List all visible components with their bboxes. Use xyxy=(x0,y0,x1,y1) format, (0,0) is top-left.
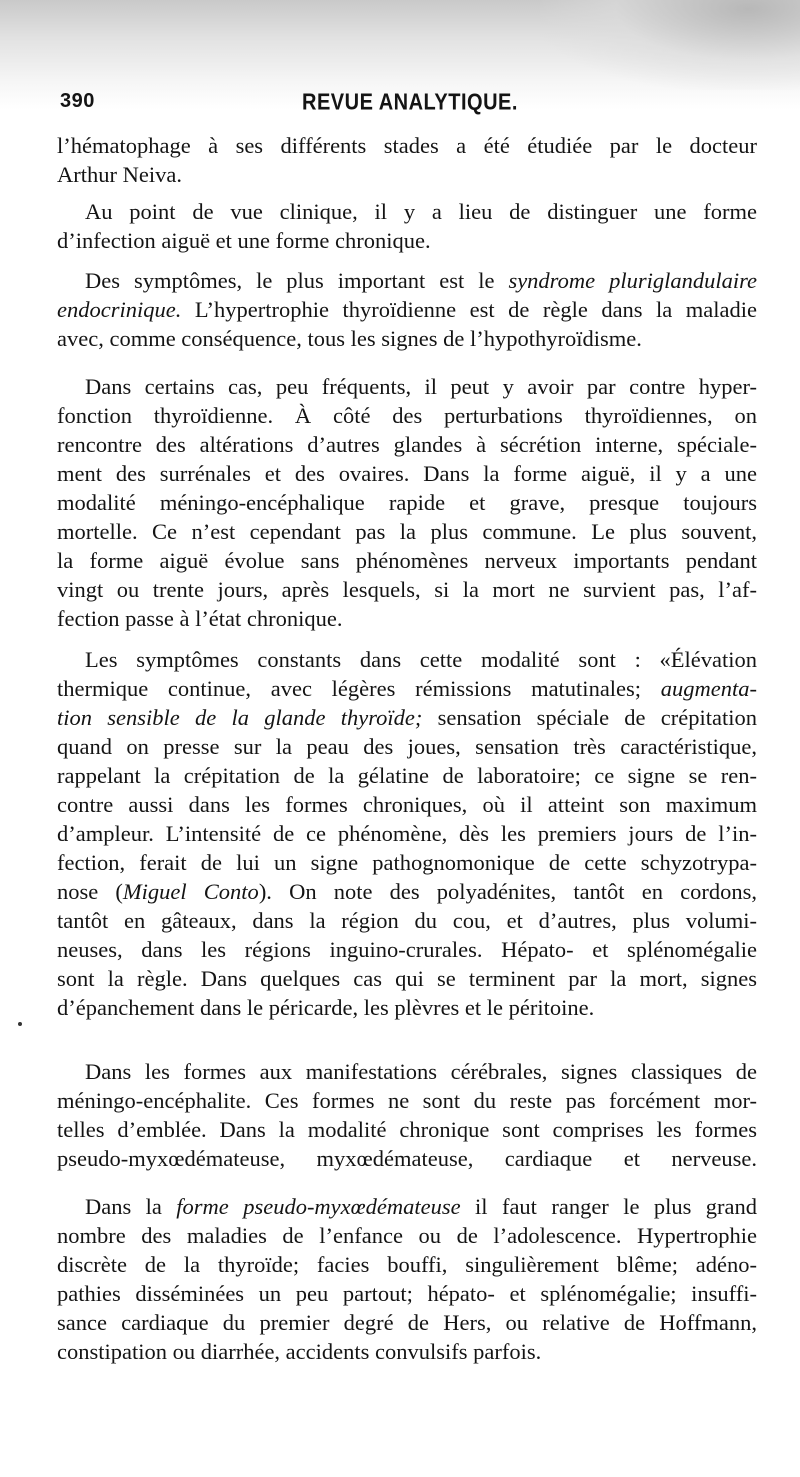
italic-term: augmenta- xyxy=(660,676,757,701)
text-line: fonction thyroïdienne. À côté des perturbations thyroïdiennes, on xyxy=(57,403,757,428)
text-line: fection, ferait de lui un signe pathognomonique de cette schyzotrypa- xyxy=(57,850,757,875)
text-line: d’infection aiguë et une forme chronique. xyxy=(57,228,431,253)
text-line xyxy=(57,266,757,295)
page-number: 390 xyxy=(60,90,95,112)
text-line: sont la règle. Dans quelques cas qui se terminent par la mort, signes xyxy=(57,966,757,991)
italic-term: forme pseudo-myxœdémateuse xyxy=(176,1194,461,1219)
page-corner-shading xyxy=(540,0,800,90)
text-run: sensation spéciale de crépitation xyxy=(422,705,757,730)
text-line: Les symptômes constants dans cette modalité sont : «Élévation xyxy=(85,647,757,672)
text-run: L’hypertrophie thyroïdienne est de règle dans la maladie xyxy=(181,297,757,322)
paragraph-3 xyxy=(57,266,757,353)
text-line xyxy=(57,1192,757,1221)
text-line: constipation ou diarrhée, accidents convulsifs parfois. xyxy=(57,1339,542,1364)
text-line: quand on presse sur la peau des joues, sensation très caractéristique, xyxy=(57,734,757,759)
italic-term: syndrome pluriglandulaire xyxy=(508,268,757,293)
text-line: discrète de la thyroïde; facies bouffi, singulièrement blême; adéno- xyxy=(57,1252,757,1277)
text-line: Dans certains cas, peu fréquents, il peut y avoir par contre hyper- xyxy=(85,374,757,399)
text-line: contre aussi dans les formes chroniques, où il atteint son maximum xyxy=(57,792,757,817)
text-run: ). On note des polyadénites, tantôt en cordons, xyxy=(258,879,757,904)
italic-term: Miguel Conto xyxy=(122,879,259,904)
text-run: nose ( xyxy=(57,879,123,904)
text-line: mortelle. Ce n’est cependant pas la plus commune. Le plus souvent, xyxy=(57,519,757,544)
text-line xyxy=(57,295,757,324)
text-line: Au point de vue clinique, il y a lieu de distinguer une forme xyxy=(85,199,757,224)
text-run: thermique continue, avec légères rémissions matutinales; xyxy=(57,676,661,701)
text-run: Des symptômes, le plus important est le xyxy=(85,268,509,293)
paragraph-7 xyxy=(57,1192,757,1366)
paragraph-1 xyxy=(57,131,757,189)
text-line: d’ampleur. L’intensité de ce phénomène, dès les premiers jours de l’in- xyxy=(57,821,757,846)
text-line xyxy=(57,674,757,703)
text-line: tantôt en gâteaux, dans la région du cou, et d’autres, plus volumi- xyxy=(57,908,757,933)
text-line: méningo-encéphalite. Ces formes ne sont du reste pas forcément mor- xyxy=(57,1088,757,1113)
paragraph-6 xyxy=(57,1057,757,1173)
text-line xyxy=(57,703,757,732)
header-title: REVUE ANALYTIQUE. xyxy=(302,90,518,116)
text-line: d’épanchement dans le péricarde, les plèvres et le péritoine. xyxy=(57,995,595,1020)
text-line: ment des surrénales et des ovaires. Dans la forme aiguë, il y a une xyxy=(57,461,757,486)
text-line: fection passe à l’état chronique. xyxy=(57,606,343,631)
text-line: pseudo-myxœdémateuse, myxœdémateuse, cardiaque et nerveuse. xyxy=(57,1146,757,1171)
text-line: rappelant la crépitation de la gélatine de laboratoire; ce signe se ren- xyxy=(57,763,757,788)
italic-term: endocrinique. xyxy=(57,297,182,322)
text-line: telles d’emblée. Dans la modalité chronique sont comprises les formes xyxy=(57,1117,757,1142)
text-run: il faut ranger le plus grand xyxy=(460,1194,757,1219)
text-line: l’hématophage à ses différents stades a été étudiée par le docteur xyxy=(57,133,757,158)
margin-dot xyxy=(18,1022,22,1026)
text-line: vingt ou trente jours, après lesquels, si la mort ne survient pas, l’af- xyxy=(57,577,757,602)
paragraph-5 xyxy=(57,645,757,1022)
text-line: rencontre des altérations d’autres glandes à sécrétion interne, spéciale- xyxy=(57,432,757,457)
paragraph-4 xyxy=(57,372,757,633)
italic-term: tion sensible de la glande thyroïde; xyxy=(57,705,423,730)
text-line: sance cardiaque du premier degré de Hers, ou relative de Hoffmann, xyxy=(57,1310,757,1335)
text-line: Dans les formes aux manifestations cérébrales, signes classiques de xyxy=(85,1059,757,1084)
text-line: pathies disséminées un peu partout; hépato- et splénomégalie; insuffi- xyxy=(57,1281,757,1306)
text-line: la forme aiguë évolue sans phénomènes nerveux importants pendant xyxy=(57,548,757,573)
text-line: avec, comme conséquence, tous les signes de l’hypothyroïdisme. xyxy=(57,326,642,351)
paragraph-2 xyxy=(57,197,757,255)
text-line: neuses, dans les régions inguino-crurales. Hépato- et splénomégalie xyxy=(57,937,757,962)
running-header xyxy=(60,90,760,120)
text-line xyxy=(57,877,757,906)
text-line: nombre des maladies de l’enfance ou de l’adolescence. Hypertrophie xyxy=(57,1223,757,1248)
text-line: modalité méningo-encéphalique rapide et grave, presque toujours xyxy=(57,490,757,515)
text-run: Dans la xyxy=(85,1194,177,1219)
text-line: Arthur Neiva. xyxy=(57,162,182,187)
